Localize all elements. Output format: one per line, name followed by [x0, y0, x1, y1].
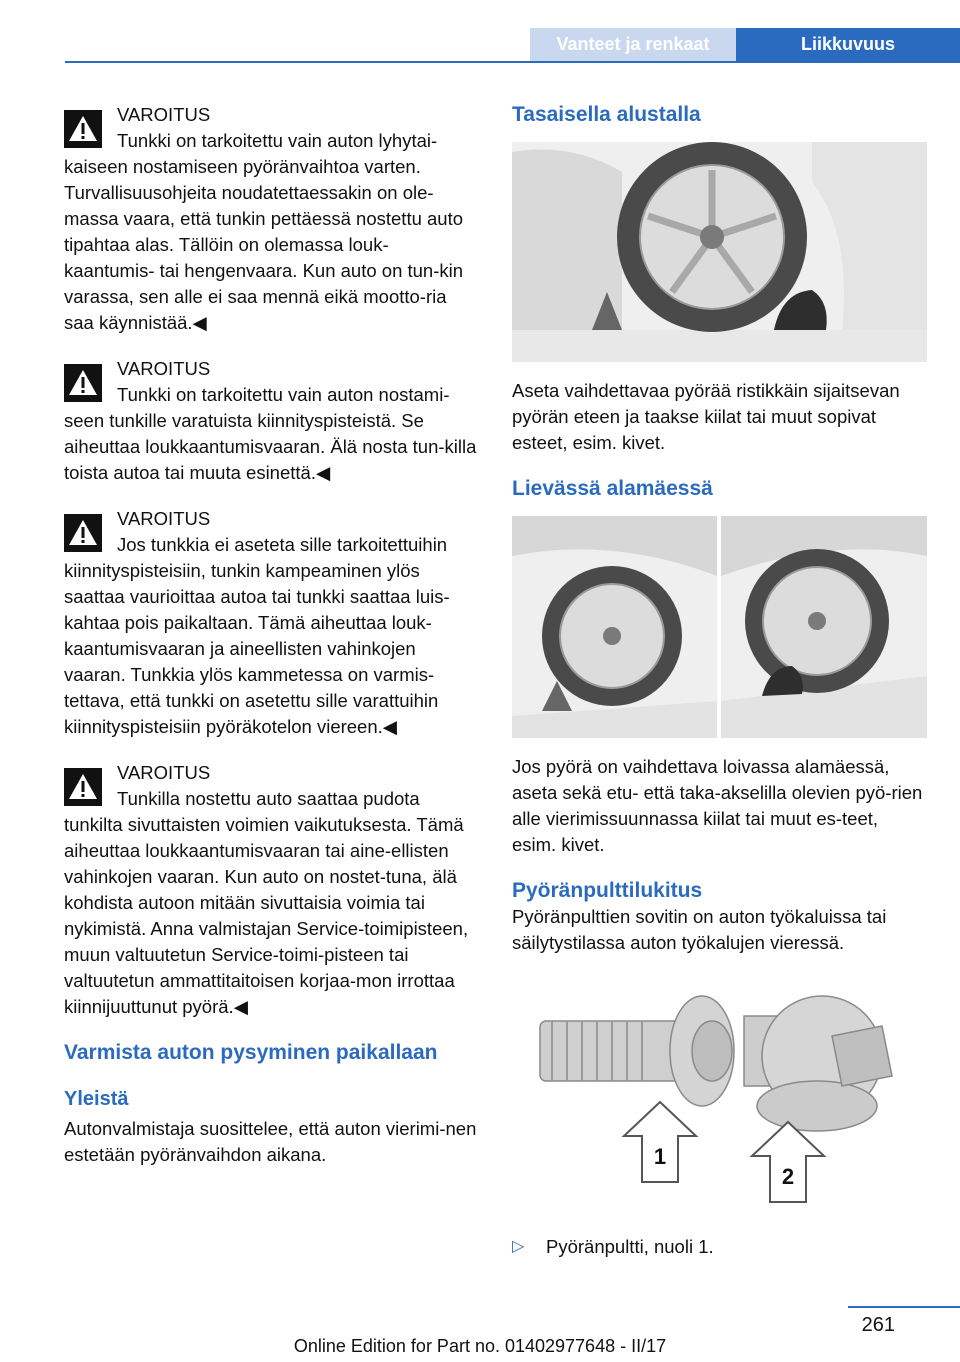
arrow-1-label: 1 — [653, 1144, 667, 1169]
warning-text: tunkilta sivuttaisten voimien vaikutuksesta. Tämä aiheuttaa loukkaantumisvaaran tai aine-ellisten vahinkojen vaaran. Kun auto on nostet-tuna, älä kohdista autoon mitään sivuttaisia voimia tai nykimistä. Anna valmistajan Service-toimipisteen, muun valtuutetun Service-toimi-pisteen tai valtuutetun ammattitaitoisen korjaa-mon irrottaa kiinnijuuttunut pyörä.◀ — [64, 814, 469, 1017]
footer-rule — [848, 1306, 960, 1308]
warning-block-3 — [64, 506, 479, 740]
flat-ground-text: Aseta vaihdettavaa pyörää ristikkäin sijaitsevan pyörän eteen ja taakse kiilat tai muut sopivat esteet, esim. kivet. — [512, 380, 900, 453]
flat-ground-heading: Tasaisella alustalla — [512, 103, 701, 126]
warning-title: VAROITUS — [117, 358, 211, 379]
slope-text: Jos pyörä on vaihdettava loivassa alamäessä, aseta sekä etu- että taka-akselilla olevien pyö-rien alle vierimissuunnassa kiilat tai muut es-teet, esim. kivet. — [512, 756, 923, 855]
warning-title: VAROITUS — [117, 762, 211, 783]
warning-block-2 — [64, 356, 479, 486]
warning-triangle-icon — [64, 514, 102, 552]
warning-triangle-icon — [64, 768, 102, 806]
section-heading: Varmista auton pysyminen paikallaan — [64, 1041, 438, 1064]
subsection-heading: Yleistä — [64, 1088, 129, 1110]
warning-lead: Jos tunkkia ei aseteta sille tarkoitettuihin — [117, 534, 448, 555]
warning-text: kaiseen nostamiseen pyöränvaihtoa varten. Turvallisuusohjeita noudatettaessakin on ole-massa vaara, että tunkin pettäessä nostettu auto tipahtaa alas. Tällöin on olemassa louk-kaantumis- tai hengenvaara. Kun auto on tun-kin varassa, sen alle ei saa mennä eikä mootto-ria saa käynnistää.◀ — [64, 156, 464, 333]
warning-block-1 — [64, 102, 479, 336]
header-section-tab[interactable]: Vanteet ja renkaat — [530, 28, 736, 61]
subsection-text: Autonvalmistaja suosittelee, että auton vierimi-nen estetään pyöränvaihdon aikana. — [64, 1118, 477, 1165]
slope-illustration — [512, 516, 927, 738]
edition-footer: Online Edition for Part no. 01402977648 - II/17 — [293, 1336, 667, 1356]
warning-lead: Tunkki on tarkoitettu vain auton nostami- — [117, 384, 450, 405]
page-number: 261 — [861, 1314, 895, 1336]
list-item — [512, 1234, 927, 1260]
triangle-bullet-icon: ▷ — [512, 1238, 525, 1255]
header-rule — [65, 61, 960, 63]
warning-lead: Tunkki on tarkoitettu vain auton lyhytai- — [117, 130, 438, 151]
warning-title: VAROITUS — [117, 508, 211, 529]
wheel-lock-heading: Pyöränpulttilukitus — [512, 879, 703, 902]
warning-title: VAROITUS — [117, 104, 211, 125]
arrow-2-label: 2 — [781, 1164, 795, 1189]
wheel-lock-text: Pyöränpulttien sovitin on auton työkaluissa tai säilytystilassa auton työkalujen vieressä. — [512, 906, 887, 953]
flat-ground-illustration — [512, 142, 927, 362]
warning-text: kiinnityspisteisiin, tunkin kampeaminen ylös saattaa vaurioittaa autoa tai tunkki saattaa luis-kahtaa pois paikaltaan. Tämä aiheuttaa louk-kaantumisvaaran ja aineellisten vahinkojen vaaran. Tunkkia ylös kammetessa on varmis-tettava, että tunkki on asetettu sille varattuihin kiinnityspisteisiin pyöräkotelon viereen.◀ — [64, 560, 450, 737]
warning-text: seen tunkille varatuista kiinnityspisteistä. Se aiheuttaa loukkaantumisvaaran. Älä nosta tun-killa toista autoa tai muuta esinettä.◀ — [64, 410, 477, 483]
left-column — [64, 102, 479, 1168]
header-chapter-tab[interactable]: Liikkuvuus — [736, 28, 960, 61]
warning-block-4 — [64, 760, 479, 1020]
warning-lead: Tunkilla nostettu auto saattaa pudota — [117, 788, 420, 809]
wheel-lock-illustration — [512, 986, 927, 1216]
warning-triangle-icon — [64, 110, 102, 148]
warning-triangle-icon — [64, 364, 102, 402]
right-column — [512, 102, 927, 1260]
list-item-text: Pyöränpultti, nuoli 1. — [546, 1236, 714, 1257]
slope-heading: Lievässä alamäessä — [512, 477, 713, 500]
